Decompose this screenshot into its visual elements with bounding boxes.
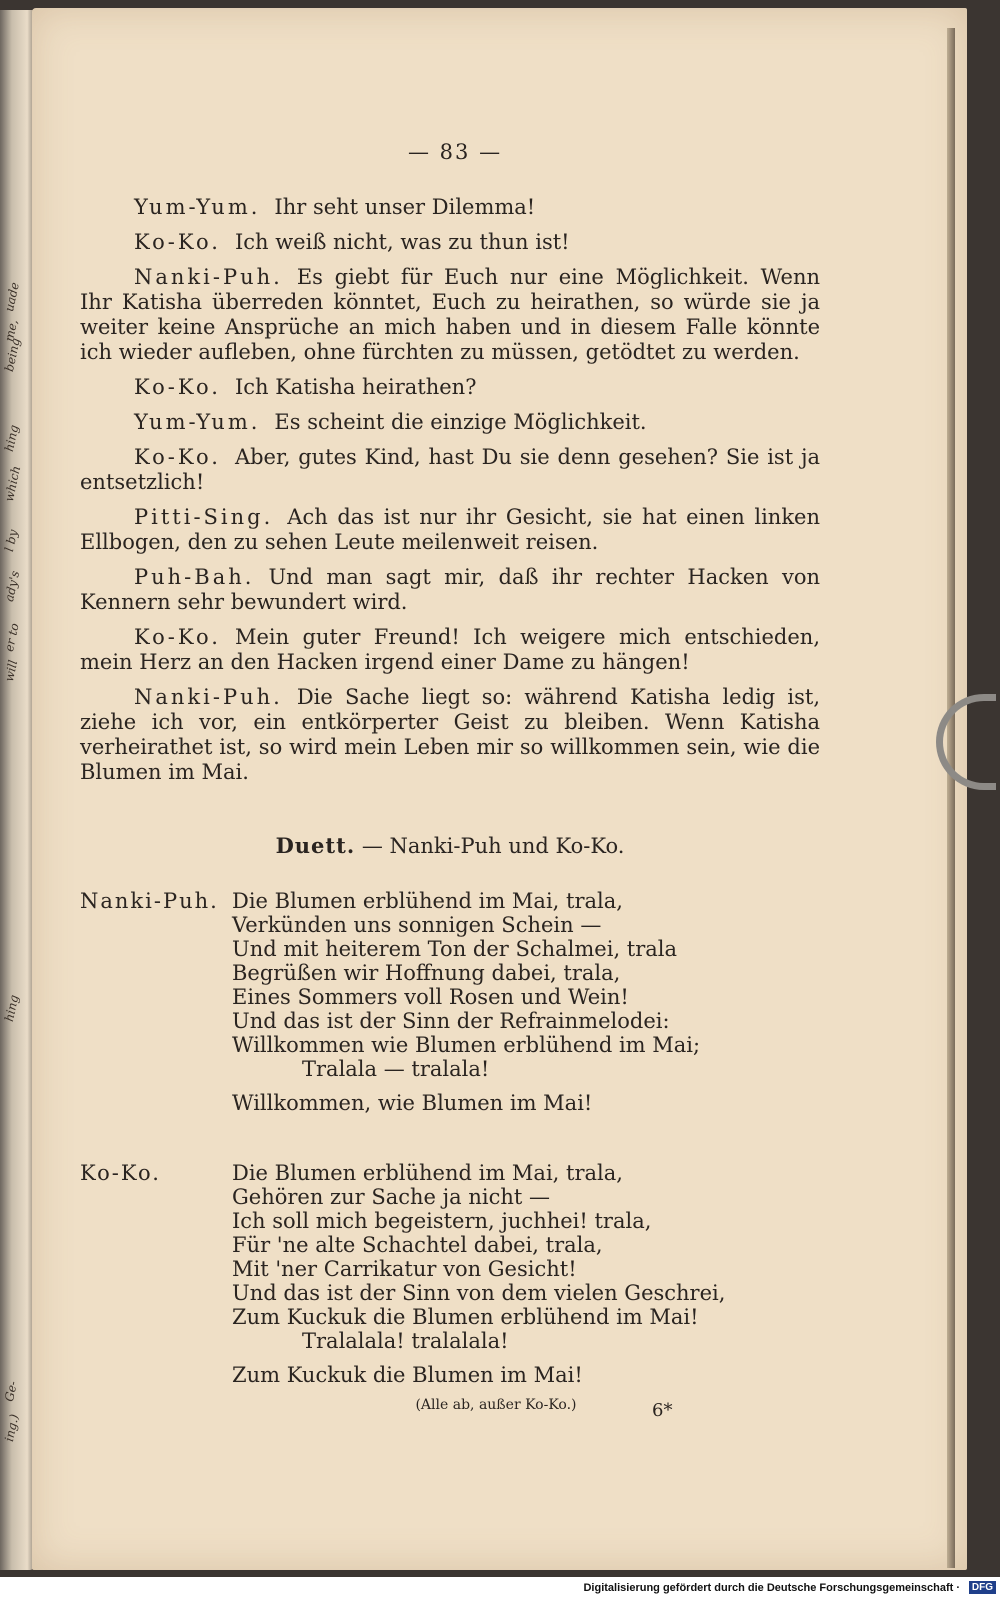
verse-line: Die Blumen erblühend im Mai, trala, xyxy=(232,1161,623,1185)
margin-fragment: hing xyxy=(2,993,22,1023)
dialogue-paragraph xyxy=(80,410,820,435)
margin-fragment: ing.) xyxy=(2,1412,22,1443)
dialogue-paragraph xyxy=(80,230,820,255)
verse-line: Für 'ne alte Schachtel dabei, trala, xyxy=(232,1233,603,1257)
verse-line: Willkommen wie Blumen erblühend im Mai; xyxy=(232,1033,701,1057)
margin-fragment: will xyxy=(2,658,21,683)
verse-line: Eines Sommers voll Rosen und Wein! xyxy=(232,985,629,1009)
speaker-name: Ko-Ko. xyxy=(134,375,221,399)
dialogue-text: Ach das ist nur ihr Gesicht, sie hat einen linken Ellbogen, den zu sehen Leute meilenweit reisen. xyxy=(80,505,820,554)
verse-final-line: Zum Kuckuk die Blumen im Mai! xyxy=(232,1363,583,1387)
speaker-name: Pitti-Sing. xyxy=(134,505,274,529)
speaker-name: Nanki-Puh. xyxy=(134,685,283,709)
dialogue-text: Mein guter Freund! Ich weigere mich entschieden, mein Herz an den Hacken irgend einer Dame zu hängen! xyxy=(80,625,820,674)
speaker-name: Yum-Yum. xyxy=(134,410,261,434)
margin-fragment: er to xyxy=(2,621,22,653)
margin-fragment: uade xyxy=(2,280,22,313)
funding-notice: Digitalisierung gefördert durch die Deutsche Forschungsgemeinschaft · xyxy=(583,1582,960,1594)
singer-name: Ko-Ko. xyxy=(80,1161,161,1185)
speaker-name: Ko-Ko. xyxy=(134,230,221,254)
duet-label: Duett. xyxy=(275,833,356,858)
speaker-name: Ko-Ko. xyxy=(134,625,221,649)
song-verse xyxy=(80,889,820,1115)
verse-line: Und mit heiterem Ton der Schalmei, trala xyxy=(232,937,678,961)
verse-refrain: Tralalala! tralalala! xyxy=(302,1329,509,1353)
verse-refrain: Tralala — tralala! xyxy=(302,1057,490,1081)
dialogue-paragraph xyxy=(80,685,820,785)
dialogue-paragraph xyxy=(80,445,820,495)
speaker-name: Ko-Ko. xyxy=(134,445,221,469)
margin-fragment: ady's xyxy=(2,569,23,603)
dialogue-paragraph xyxy=(80,505,820,555)
song-verse xyxy=(80,1161,820,1418)
verse-line: Mit 'ner Carrikatur von Gesicht! xyxy=(232,1257,577,1281)
speaker-name: Puh-Bah. xyxy=(134,565,255,589)
dialogue-paragraph xyxy=(80,375,820,400)
verse-line: Und das ist der Sinn von dem vielen Geschrei, xyxy=(232,1281,726,1305)
margin-fragment: me, xyxy=(2,318,21,343)
signature-mark: 6* xyxy=(652,1400,673,1421)
verse-line: Und das ist der Sinn der Refrainmelodei: xyxy=(232,1009,670,1033)
verse-line: Verkünden uns sonnigen Schein — xyxy=(232,913,602,937)
dialogue-paragraph xyxy=(80,625,820,675)
margin-fragment: l by xyxy=(2,528,21,553)
speaker-name: Yum-Yum. xyxy=(134,195,261,219)
verse-lines xyxy=(232,889,820,1115)
page-number: — 83 — xyxy=(408,140,503,164)
margin-fragment: hing xyxy=(2,423,22,453)
duet-heading xyxy=(80,833,820,859)
dialogue-text: Ich weiß nicht, was zu thun ist! xyxy=(234,230,570,254)
dialogue-text: Es scheint die einzige Möglichkeit. xyxy=(274,410,647,434)
singer-name: Nanki-Puh. xyxy=(80,889,219,913)
dialogue-text: Ihr seht unser Dilemma! xyxy=(274,195,536,219)
dialogue-text: Die Sache liegt so: während Katisha ledig ist, ziehe ich vor, ein entkörperter Geist zu bleiben. Wenn Katisha verheirathet ist, so wird mein Leben mir so willkommen sein, wie die Blumen im Mai. xyxy=(80,685,820,784)
page-content xyxy=(80,130,820,1444)
dialogue-text: Aber, gutes Kind, hast Du sie denn gesehen? Sie ist ja entsetzlich! xyxy=(80,445,820,494)
margin-fragment: Ge- xyxy=(2,1379,21,1403)
verse-line: Begrüßen wir Hoffnung dabei, trala, xyxy=(232,961,621,985)
verse-line: Zum Kuckuk die Blumen erblühend im Mai! xyxy=(232,1305,699,1329)
stage-direction: (Alle ab, außer Ko-Ko.) xyxy=(415,1397,577,1413)
dialogue-text: Und man sagt mir, daß ihr rechter Hacken von Kennern sehr bewundert wird. xyxy=(80,565,820,614)
dialogue-text: Ich Katisha heirathen? xyxy=(234,375,477,399)
dialogue-text: Es giebt für Euch nur eine Möglichkeit. Wenn Ihr Katisha überreden könntet, Euch zu heirathen, so würde sie ja weiter keine Ansprüche an mich haben und in diesem Falle könnte ich wieder aufleben, ohne fürchten zu müssen, getödtet zu werden. xyxy=(80,265,820,364)
verse-line: Ich soll mich begeistern, juchhei! trala, xyxy=(232,1209,652,1233)
dialogue-paragraph xyxy=(80,265,820,365)
footer-bar xyxy=(0,1577,1000,1603)
dfg-logo: DFG xyxy=(969,1581,996,1594)
previous-page-edge xyxy=(0,10,34,1570)
speaker-name: Nanki-Puh. xyxy=(134,265,283,289)
verse-lines xyxy=(232,1161,820,1418)
margin-fragment: which xyxy=(2,464,24,503)
margin-fragment: being xyxy=(2,336,23,373)
dialogue-paragraph xyxy=(80,195,820,220)
duet-performers: — Nanki-Puh und Ko-Ko. xyxy=(361,834,625,858)
verse-line: Gehören zur Sache ja nicht — xyxy=(232,1185,550,1209)
dialogue-paragraph xyxy=(80,565,820,615)
page-edge xyxy=(947,28,955,1568)
verse-line: Die Blumen erblühend im Mai, trala, xyxy=(232,889,623,913)
verse-final-line: Willkommen, wie Blumen im Mai! xyxy=(232,1091,593,1115)
